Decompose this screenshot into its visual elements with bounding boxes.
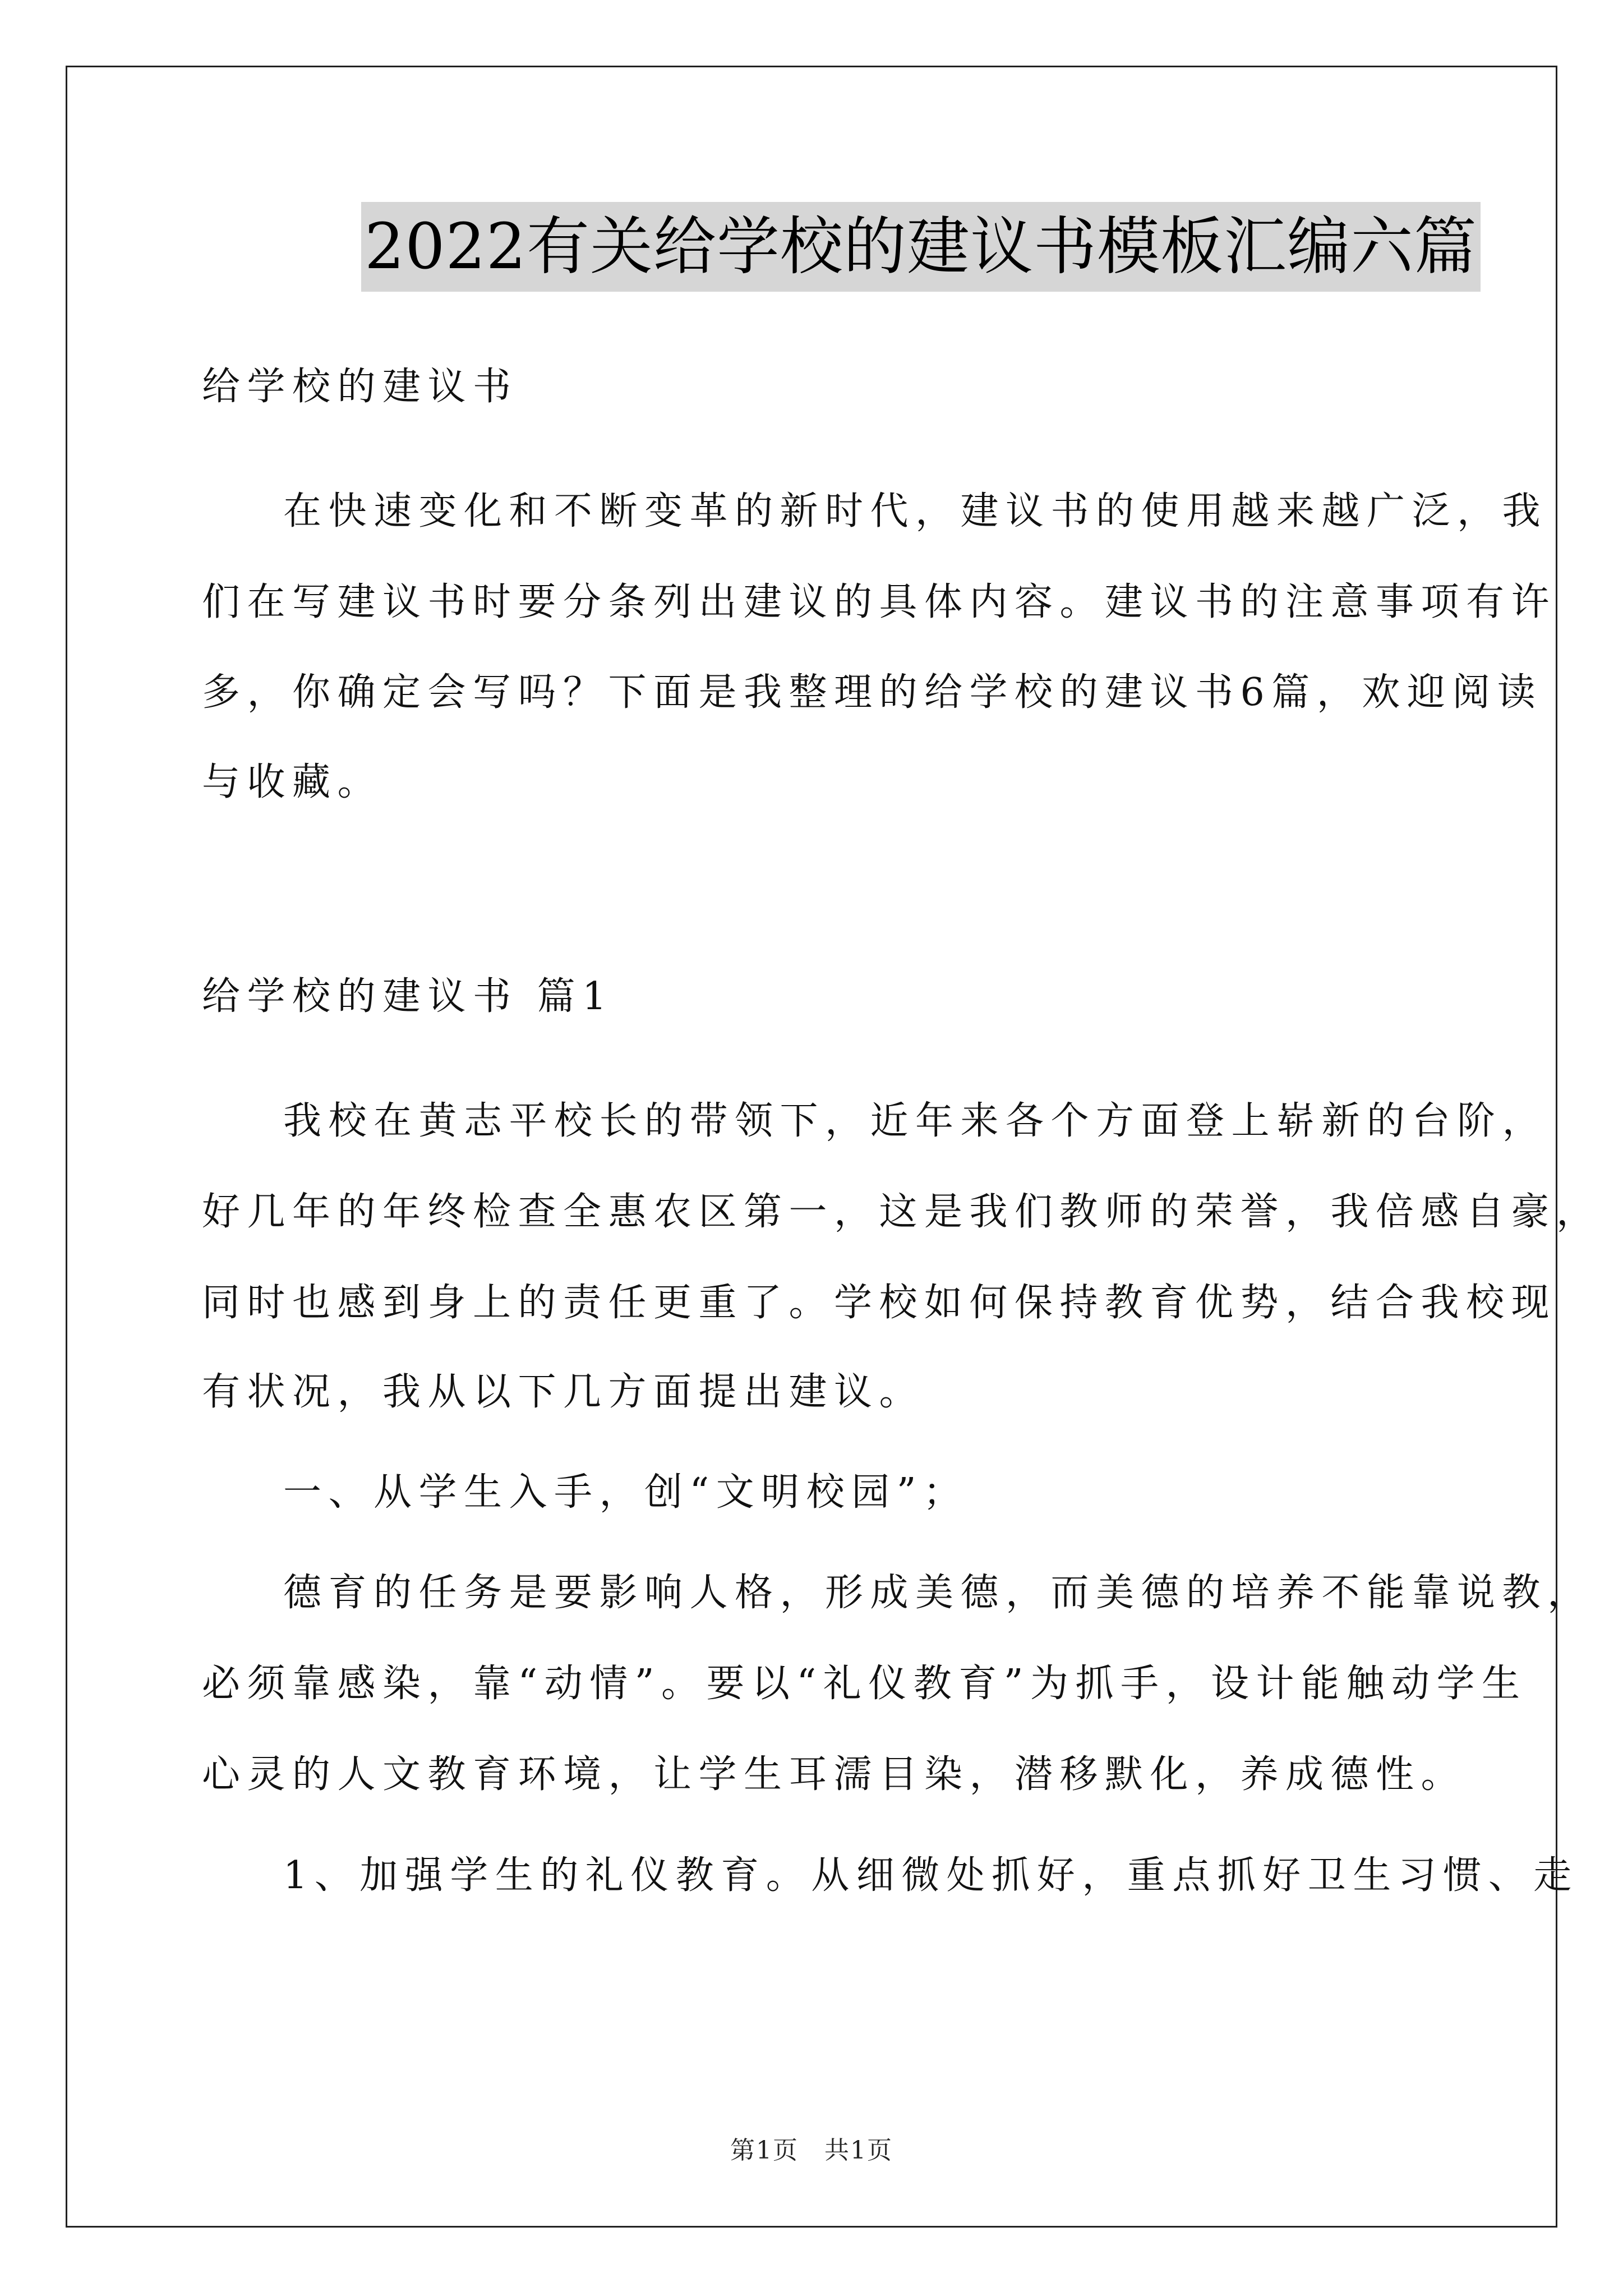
paragraph-line: 一、从学生入手，创“文明校园”；	[283, 1470, 969, 1515]
paragraph-line: 好几年的年终检查全惠农区第一，这是我们教师的荣誉，我倍感自豪，	[202, 1190, 1602, 1234]
page-footer: 第1页 共1页	[730, 2136, 893, 2165]
document-page	[66, 66, 1602, 2228]
paragraph-line: 在快速变化和不断变革的新时代，建议书的使用越来越广泛，我	[283, 489, 1548, 533]
paragraph-line: 多，你确定会写吗？下面是我整理的给学校的建议书6篇，欢迎阅读	[202, 670, 1543, 715]
paragraph-line: 与收藏。	[202, 760, 383, 804]
paragraph-line: 们在写建议书时要分条列出建议的具体内容。建议书的注意事项有许	[202, 580, 1557, 624]
section-heading: 给学校的建议书	[202, 365, 518, 409]
paragraph-line: 同时也感到身上的责任更重了。学校如何保持教育优势，结合我校现	[202, 1281, 1557, 1325]
paragraph-line: 1、加强学生的礼仪教育。从细微处抓好，重点抓好卫生习惯、走	[283, 1853, 1579, 1898]
paragraph-line: 有状况，我从以下几方面提出建议。	[202, 1370, 925, 1414]
section-heading: 给学校的建议书 篇1	[202, 974, 614, 1019]
document-title: 2022有关给学校的建议书模板汇编六篇	[361, 202, 1481, 292]
paragraph-line: 德育的任务是要影响人格，形成美德，而美德的培养不能靠说教，	[283, 1571, 1593, 1615]
paragraph-line: 心灵的人文教育环境，让学生耳濡目染，潜移默化，养成德性。	[202, 1752, 1467, 1797]
paragraph-line: 我校在黄志平校长的带领下，近年来各个方面登上崭新的台阶，	[283, 1099, 1548, 1143]
paragraph-line: 必须靠感染，靠“动情”。要以“礼仪教育”为抓手，设计能触动学生	[202, 1662, 1527, 1706]
